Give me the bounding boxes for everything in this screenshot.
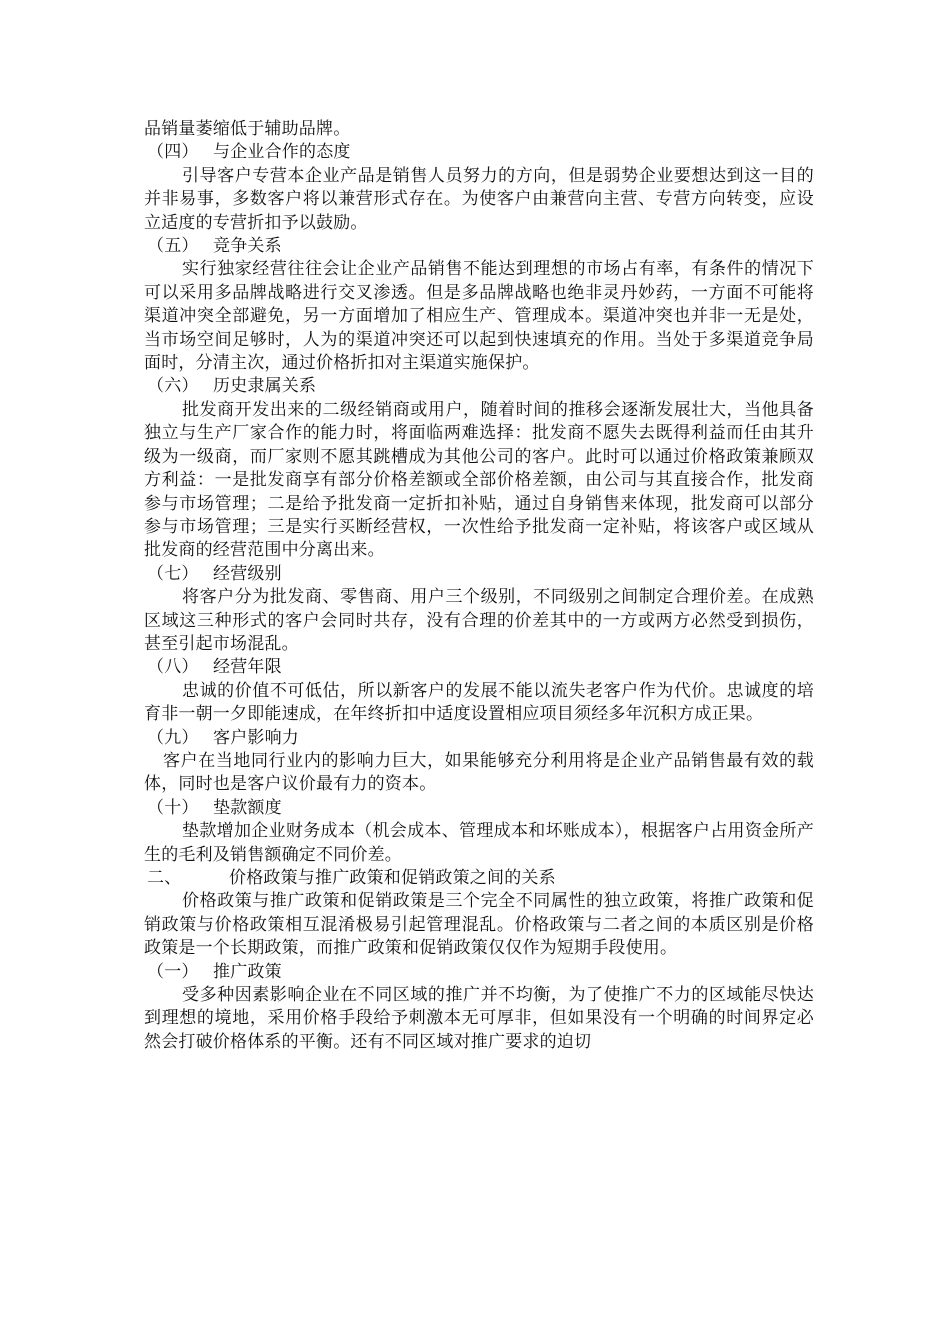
section-number: （十） (147, 797, 199, 818)
chapter-number: 二、 (147, 868, 182, 888)
chapter-heading (144, 867, 814, 890)
section-title: 与企业合作的态度 (213, 142, 351, 163)
paragraph: 批发商开发出来的二级经销商或用户，随着时间的推移会逐渐发展壮大，当他具备独立与生产厂家合作的能力时，将面临两难选择：批发商不愿失去既得利益而任由其升级为一级商，而厂家则不愿其跳槽成为其他公司的客户。此时可以通过价格政策兼顾双方利益：一是批发商享有部分价格差额或全部价格差额，由公司与其直接合作，批发商参与市场管理；二是给予批发商一定折扣补贴，通过自身销售来体现，批发商可以部分参与市场管理；三是实行买断经营权，一次性给予批发商一定补贴，将该客户或区域从批发商的经营范围中分离出来。 (144, 399, 814, 561)
paragraph: 受多种因素影响企业在不同区域的推广并不均衡，为了使推广不力的区域能尽快达到理想的境地，采用价格手段给予刺激本无可厚非，但如果没有一个明确的时间界定必然会打破价格体系的平衡。还有不同区域对推广要求的迫切 (144, 985, 814, 1052)
section-number: （七） (147, 563, 199, 584)
paragraph: 实行独家经营往往会让企业产品销售不能达到理想的市场占有率，有条件的情况下可以采用多品牌战略进行交叉渗透。但是多品牌战略也绝非灵丹妙药，一方面不可能将渠道冲突全部避免，另一方面增加了相应生产、管理成本。渠道冲突也并非一无是处，当市场空间足够时，人为的渠道冲突还可以起到快速填充的作用。当处于多渠道竞争局面时，分清主次，通过价格折扣对主渠道实施保护。 (144, 259, 814, 374)
section-heading (144, 563, 814, 586)
section-title: 竞争关系 (213, 236, 282, 257)
document-page (144, 118, 814, 1054)
paragraph: 引导客户专营本企业产品是销售人员努力的方向，但是弱势企业要想达到这一目的并非易事，多数客户将以兼营形式存在。为使客户由兼营向主营、专营方向转变，应设立适度的专营折扣予以鼓励。 (144, 165, 814, 233)
section-title: 经营级别 (213, 563, 282, 584)
section-number: （四） (147, 142, 199, 163)
paragraph: 客户在当地同行业内的影响力巨大，如果能够充分利用将是企业产品销售最有效的载体，同时也是客户议价最有力的资本。 (144, 750, 814, 795)
paragraph: 垫款增加企业财务成本（机会成本、管理成本和坏账成本），根据客户占用资金所产生的毛利及销售额确定不同价差。 (144, 821, 814, 865)
section-heading (144, 656, 814, 679)
section-title: 经营年限 (213, 657, 282, 678)
section-number: （六） (147, 376, 199, 397)
section-title: 历史隶属关系 (213, 376, 317, 397)
chapter-title: 价格政策与推广政策和促销政策之间的关系 (229, 868, 556, 888)
paragraph: 品销量萎缩低于辅助品牌。 (144, 119, 351, 139)
section-title: 垫款额度 (213, 797, 282, 818)
section-number: （五） (147, 236, 199, 257)
section-title: 客户影响力 (213, 727, 299, 748)
section-heading (144, 797, 814, 820)
section-heading (144, 141, 814, 164)
section-number: （一） (147, 961, 199, 982)
paragraph: 价格政策与推广政策和促销政策是三个完全不同属性的独立政策，将推广政策和促销政策与价格政策相互混淆极易引起管理混乱。价格政策与二者之间的本质区别是价格政策是一个长期政策，而推广政策和促销政策仅仅作为短期手段使用。 (144, 891, 814, 959)
section-heading (144, 961, 814, 984)
section-title: 推广政策 (213, 961, 282, 982)
section-number: （八） (147, 657, 199, 678)
paragraph: 忠诚的价值不可低估，所以新客户的发展不能以流失老客户作为代价。忠诚度的培育非一朝一夕即能速成，在年终折扣中适度设置相应项目须经多年沉积方成正果。 (144, 680, 814, 725)
section-number: （九） (147, 727, 199, 748)
section-heading (144, 375, 814, 398)
paragraph: 将客户分为批发商、零售商、用户三个级别，不同级别之间制定合理价差。在成熟区域这三种形式的客户会同时共存，没有合理的价差其中的一方或两方必然受到损伤，甚至引起市场混乱。 (144, 587, 814, 654)
section-heading (144, 727, 814, 750)
section-heading (144, 235, 814, 258)
